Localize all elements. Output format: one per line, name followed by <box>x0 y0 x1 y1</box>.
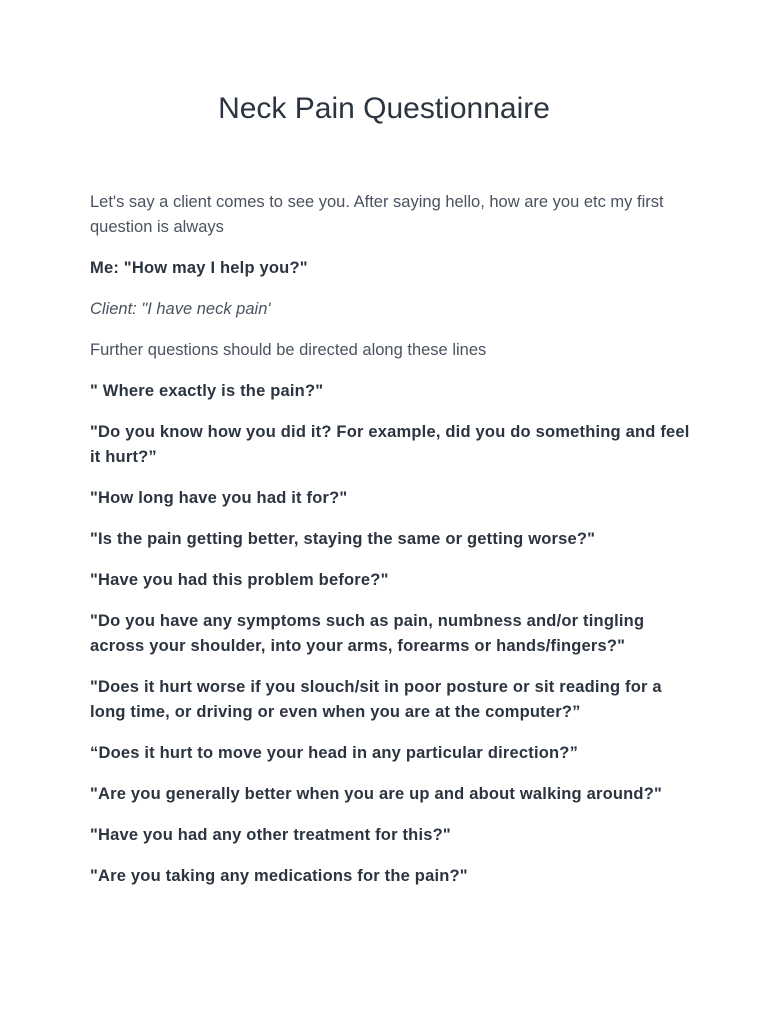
question-item: "How long have you had it for?" <box>90 489 348 507</box>
me-line: Me: "How may I help you?" <box>90 259 308 277</box>
intro-paragraph: Let's say a client comes to see you. After saying hello, how are you etc my first question is always <box>90 193 664 236</box>
question-item: "Are you taking any medications for the pain?" <box>90 867 468 885</box>
question-item: "Is the pain getting better, staying the same or getting worse?" <box>90 530 596 548</box>
question-item: "Do you have any symptoms such as pain, numbness and/or tingling across your shoulder, into your arms, forearms or hands/fingers?" <box>90 612 645 655</box>
question-item: "Do you know how you did it? For example, did you do something and feel it hurt?” <box>90 423 690 466</box>
question-item: "Have you had any other treatment for this?" <box>90 826 451 844</box>
document-body <box>90 190 690 905</box>
question-item: " Where exactly is the pain?" <box>90 382 324 400</box>
question-item: “Does it hurt to move your head in any particular direction?” <box>90 744 579 762</box>
question-item: "Does it hurt worse if you slouch/sit in poor posture or sit reading for a long time, or driving or even when you are at the computer?” <box>90 678 662 721</box>
client-line: Client: "I have neck pain' <box>90 300 271 318</box>
page-title: Neck Pain Questionnaire <box>218 92 550 125</box>
question-item: "Have you had this problem before?" <box>90 571 389 589</box>
question-item: "Are you generally better when you are up and about walking around?" <box>90 785 662 803</box>
further-questions-intro: Further questions should be directed along these lines <box>90 341 487 359</box>
